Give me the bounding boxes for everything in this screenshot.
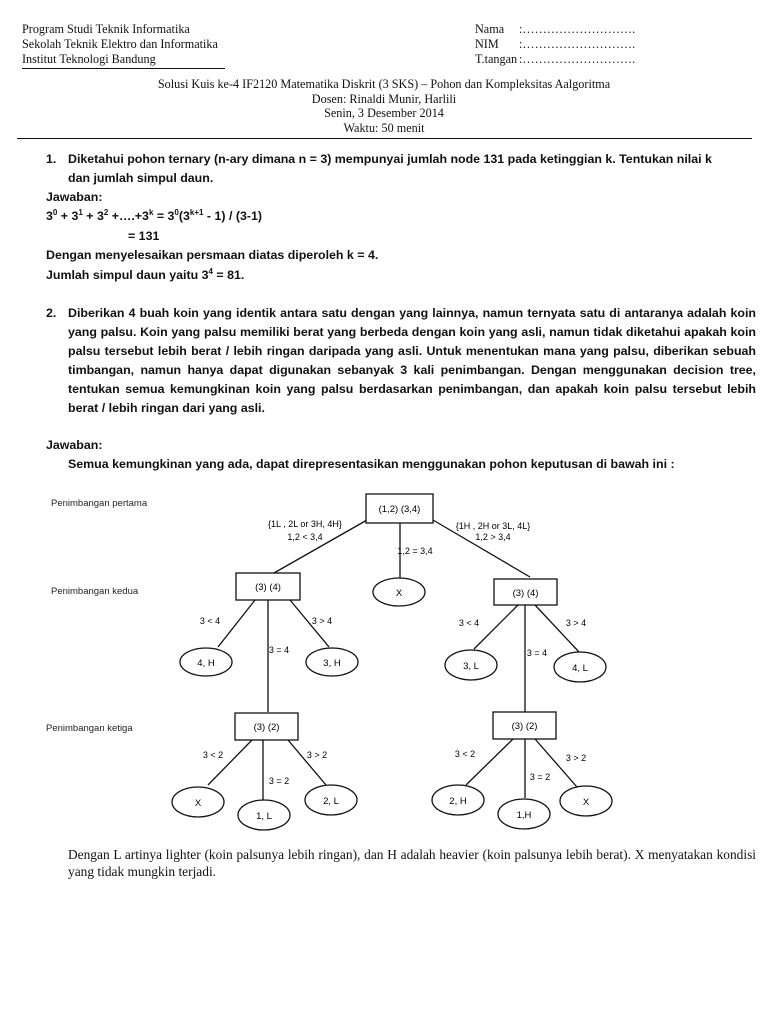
node-label: (3) (4)	[255, 582, 281, 593]
question-text: Diberikan 4 buah koin yang identik antara satu dengan yang lainnya, namun ternyata satu di antaranya adalah koin yang palsu. Koin yang palsu memiliki berat yang berbeda dengan koin yang asli, namun tidak diketahui apakah koin palsu tersebut lebih berat / lebih ringan daripada yang asli. Untuk menentukan mana yang palsu, diberikan sebuah timbangan, namun hanya dapat digunakan sebanyak 3 kali penimbangan. Dengan menggunakan decision tree, tentukan semua kemungkinan koin yang palsu berdasarkan penimbangan, dan apakah koin palsu tersebut lebih berat / lebih ringan dari yang asli.	[68, 306, 756, 415]
question-text: Diketahui pohon ternary (n-ary dimana n = 3) mempunyai jumlah node 131 pada ketinggian k. Tentukan nilai k dan jumlah simpul daun.	[68, 152, 712, 185]
institution-line: Sekolah Teknik Elektro dan Informatika	[22, 37, 218, 51]
edge-right-cond: 1,2 > 3,4	[475, 532, 511, 542]
edge-label: 3 < 4	[458, 618, 480, 628]
name-field: Nama :……………………….	[475, 22, 636, 36]
edge-mid-cond: 1,2 = 3,4	[397, 546, 433, 556]
edge-label: 3 = 4	[268, 645, 290, 655]
leaf-label: X	[395, 588, 403, 599]
edge-label: 3 < 4	[199, 616, 221, 626]
leaf-count: Jumlah simpul daun yaitu $3^4 = 81$.	[46, 266, 245, 282]
edge-label: 3 < 2	[202, 750, 224, 760]
series-result: = 131	[128, 229, 160, 243]
answer-label: Jawaban:	[46, 190, 103, 204]
answer-intro: Semua kemungkinan yang ada, dapat direpresentasikan menggunakan pohon keputusan di bawah ini :	[68, 457, 675, 471]
question-number: 1.	[46, 152, 57, 166]
edge-label: 3 > 4	[311, 616, 333, 626]
edge-left-cond: 1,2 < 3,4	[287, 532, 323, 542]
signature-field: T.tangan :……………………….	[475, 52, 636, 66]
edge-label: 3 > 4	[565, 618, 587, 628]
leaf-label: 4, H	[197, 658, 215, 669]
edge-label: 3 > 2	[306, 750, 328, 760]
edge-left-set: {1L , 2L or 3H, 4H}	[268, 519, 342, 529]
quiz-date: Senin, 3 Desember 2014	[324, 106, 444, 120]
leaf-label: 3, L	[463, 661, 479, 672]
level-label-3: Penimbangan ketiga	[46, 723, 133, 734]
node-label: (3) (2)	[511, 721, 538, 732]
leaf-label: 3, H	[323, 658, 341, 669]
quiz-duration: Waktu: 50 menit	[343, 120, 425, 135]
leaf-label: 1,H	[516, 810, 532, 821]
quiz-title: Solusi Kuis ke-4 IF2120 Matematika Diskrit (3 SKS) – Pohon dan Kompleksitas Aalgoritma	[157, 77, 611, 91]
nim-field: NIM :……………………….	[475, 37, 636, 51]
series-equation: $3^0 + 3^1 + 3^2$ $+\dots.+3^k = 3^0(3^{k+1} - 1) / (3-1)$	[46, 207, 262, 223]
question-number: 2.	[46, 306, 57, 320]
leaf-label: 4, L	[572, 663, 588, 674]
leaf-label: 2, L	[323, 796, 339, 807]
root-node-label: (1,2) (3,4)	[378, 504, 421, 515]
edge-label: 3 = 2	[268, 776, 290, 786]
answer-label: Jawaban:	[46, 438, 103, 452]
edge-label: 3 < 2	[454, 749, 476, 759]
level-label-1: Penimbangan pertama	[51, 498, 148, 509]
legend-note: Dengan L artinya lighter (koin palsunya lebih ringan), dan H adalah heavier (koin palsunya lebih berat). X menyatakan kondisi yang tidak mungkin terjadi.	[68, 847, 756, 879]
level-label-2: Penimbangan kedua	[51, 586, 139, 597]
edge-label: 3 > 2	[565, 753, 587, 763]
node-label: (3) (2)	[253, 722, 280, 733]
institution-line: Institut Teknologi Bandung	[22, 52, 156, 66]
edge-right-set: {1H , 2H or 3L, 4L}	[455, 521, 531, 531]
lecturer: Dosen: Rinaldi Munir, Harlili	[311, 91, 457, 106]
edge-label: 3 = 4	[526, 648, 548, 658]
leaf-label: X	[194, 798, 202, 809]
solution-k: Dengan menyelesaikan persmaan diatas diperoleh k = 4.	[46, 248, 379, 262]
leaf-label: X	[582, 797, 590, 808]
edge-label: 3 = 2	[529, 772, 551, 782]
leaf-label: 2, H	[449, 796, 467, 807]
leaf-label: 1, L	[256, 811, 272, 822]
institution-line: Program Studi Teknik Informatika	[22, 22, 190, 36]
node-label: (3) (4)	[512, 588, 539, 599]
